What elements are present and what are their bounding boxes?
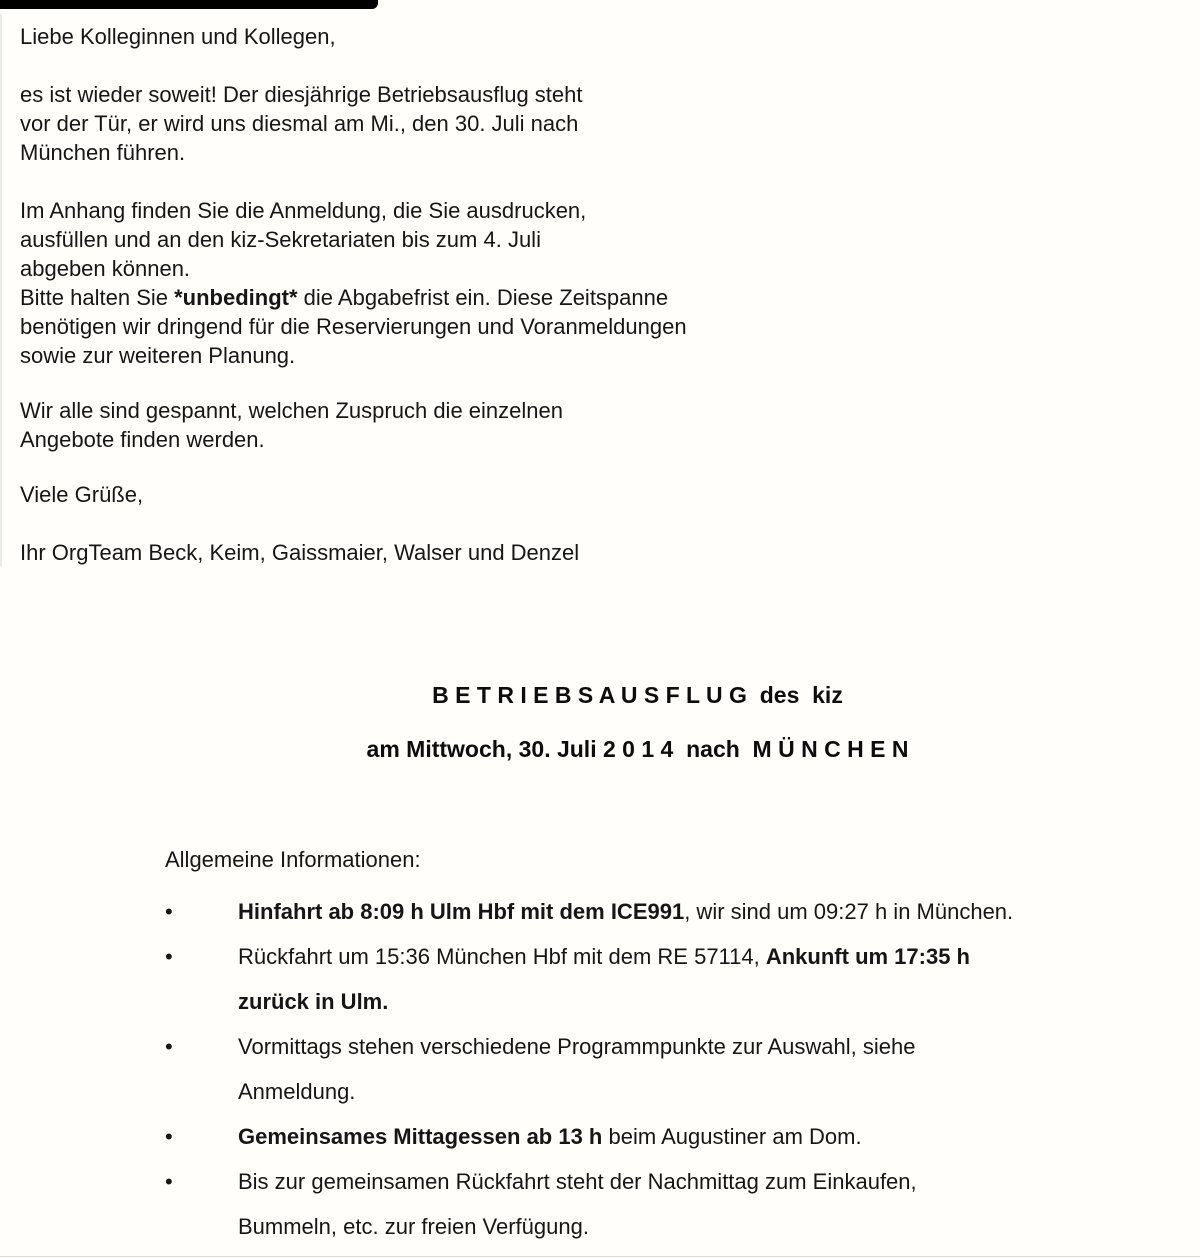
- anticipation-paragraph: [20, 396, 1160, 454]
- letter-body: [0, 0, 1200, 567]
- return-arrival-bold: Ankunft um 17:35 h: [765, 944, 970, 969]
- attachment-line-1: Im Anhang finden Sie die Anmeldung, die Sie ausdrucken,: [20, 198, 587, 223]
- bullet-icon: •: [165, 1124, 173, 1149]
- lunch-rest: beim Augustiner am Dom.: [602, 1124, 862, 1149]
- morning-program-line-1: Vormittags stehen verschiedene Programmpunkte zur Auswahl, siehe: [238, 1034, 916, 1059]
- afternoon-free-line-1: Bis zur gemeinsamen Rückfahrt steht der Nachmittag zum Einkaufen,: [238, 1169, 917, 1194]
- intro-paragraph: [20, 80, 1160, 167]
- outbound-trip-bold: Hinfahrt ab 8:09 h Ulm Hbf mit dem ICE991: [238, 899, 685, 924]
- attachment-line-2: ausfüllen und an den kiz-Sekretariaten bis zum 4. Juli: [20, 227, 541, 252]
- intro-line-3: München führen.: [20, 140, 186, 165]
- info-bullet-list: [165, 889, 1145, 1249]
- anticipation-line-1: Wir alle sind gespannt, welchen Zuspruch die einzelnen: [20, 398, 563, 423]
- list-item: [165, 1114, 1145, 1159]
- list-item: [165, 934, 1145, 1024]
- attachment-line-5: benötigen wir dringend für die Reservierungen und Voranmeldungen: [20, 314, 687, 339]
- anticipation-line-2: Angebote finden werden.: [20, 427, 265, 452]
- outbound-trip-rest: , wir sind um 09:27 h in München.: [684, 899, 1014, 924]
- announcement-subtitle: am Mittwoch, 30. Juli 2 0 1 4 nach M Ü N C H E N: [366, 736, 909, 762]
- list-item: [165, 889, 1145, 934]
- bullet-icon: •: [165, 1169, 173, 1194]
- deadline-emphasis: *unbedingt*: [174, 285, 298, 310]
- announcement-section: [0, 682, 1200, 762]
- closing: [20, 480, 1160, 509]
- attachment-paragraph: [20, 196, 1160, 370]
- bullet-icon: •: [165, 944, 173, 969]
- info-heading: Allgemeine Informationen:: [165, 847, 421, 872]
- truncated-header-bar: [0, 0, 378, 9]
- intro-line-2: vor der Tür, er wird uns diesmal am Mi., den 30. Juli nach: [20, 111, 579, 136]
- announcement-title: B E T R I E B S A U S F L U G des kiz: [432, 682, 843, 708]
- bottom-edge-line: [0, 1256, 1200, 1257]
- morning-program-line-2: Anmeldung.: [238, 1079, 356, 1104]
- attachment-line-3: abgeben können.: [20, 256, 191, 281]
- afternoon-free-line-2: Bummeln, etc. zur freien Verfügung.: [238, 1214, 589, 1239]
- return-destination-bold: zurück in Ulm.: [238, 989, 389, 1014]
- lunch-bold: Gemeinsames Mittagessen ab 13 h: [238, 1124, 603, 1149]
- salutation-text: Liebe Kolleginnen und Kollegen,: [20, 24, 336, 49]
- signature: [20, 538, 1160, 567]
- list-item: [165, 1024, 1145, 1114]
- attachment-line-6: sowie zur weiteren Planung.: [20, 343, 296, 368]
- intro-line-1: es ist wieder soweit! Der diesjährige Betriebsausflug steht: [20, 82, 583, 107]
- salutation: [20, 22, 1160, 51]
- signature-text: Ihr OrgTeam Beck, Keim, Gaissmaier, Walser und Denzel: [20, 540, 580, 565]
- list-item: [165, 1159, 1145, 1249]
- left-edge-line: [0, 14, 2, 566]
- bullet-icon: •: [165, 899, 173, 924]
- deadline-line-pre: Bitte halten Sie: [20, 285, 175, 310]
- closing-text: Viele Grüße,: [20, 482, 144, 507]
- deadline-line-post: die Abgabefrist ein. Diese Zeitspanne: [297, 285, 669, 310]
- return-trip-pre: Rückfahrt um 15:36 München Hbf mit dem RE 57114,: [238, 944, 766, 969]
- general-info-section: [0, 845, 1200, 1249]
- bullet-icon: •: [165, 1034, 173, 1059]
